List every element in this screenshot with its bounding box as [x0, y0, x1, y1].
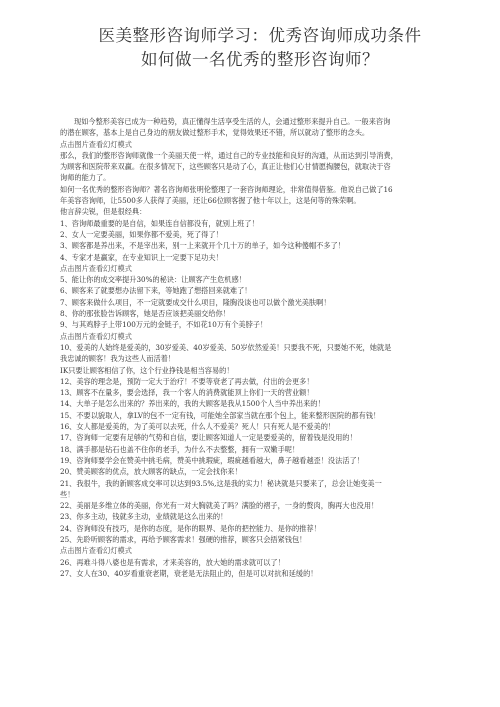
list-item: 5、能让你的成交率提升30%的秘诀：让顾客产生危机感！: [60, 275, 246, 285]
intro-line: 的潜在顾客，基本上是自己身边的朋友做过整形手术，觉得效果还不错，所以就动了整形的念头。: [60, 128, 370, 138]
list-item: 4、专家才是赢家，在专业知识上一定要下足功夫！: [60, 252, 223, 262]
slideshow-link[interactable]: 点击图片查看幻灯模式: [60, 139, 132, 149]
list-item: 22、美丽是多维立体的美丽，你光有一对大胸就美了吗？满脸的褶子，一身的赘肉，胸再大也没用！: [60, 501, 379, 511]
list-item: 21、我很牛，我的新顾客成交率可以达到93.5%,这是我的实力！秘诀就是只要来了，总会让她变美一: [60, 478, 382, 488]
list-item: 18、满手都是钻石也盖不住你的老手，为什么不去整整，拥有一双嫩手呢！: [60, 444, 300, 454]
paragraph-line: 年美容咨询师，让5500多人获得了美丽，还让66位顾客握了他十年以上，这是何等的殊荣啊。: [60, 196, 361, 206]
paragraph-line: 他言辞尖锐，但是很经典：: [60, 207, 147, 217]
slideshow-link[interactable]: 点击图片查看幻灯模式: [60, 546, 132, 556]
list-item: 14、大单子是怎么出来的？养出来的，我的大顾客是我从1500个人当中养出来的！: [60, 399, 325, 409]
list-item: 13、顾客不在量多，要会选择，我一个客人的消费就能顶上你们一天的营业额！: [60, 388, 314, 398]
list-item: 12、美容的理念是，预防一定大于治疗！不要等衰老了再去做，付出的会更多！: [60, 376, 314, 386]
list-item: 23、你多主动，钱就多主动，业绩就是这么出来的！: [60, 512, 228, 522]
list-item: 20、赞美顾客的优点，放大顾客的缺点，一定会找你来！: [60, 467, 242, 477]
document-body: [60, 116, 460, 579]
list-item: 8、你的那张脸告诉顾客，她是否应该把美丽交给你！: [60, 309, 230, 319]
list-item: IK只要让顾客相信了你，这个行业挣钱是相当容易的！: [60, 365, 234, 375]
paragraph-line: 询师的能力了。: [60, 173, 111, 183]
slideshow-link[interactable]: 点击图片查看幻灯模式: [60, 263, 132, 273]
paragraph-line: 如何一名优秀的整形咨询师？著名咨询师张明伦整理了一套咨询师理论，非常值得借鉴。他说自己做了16: [60, 184, 393, 194]
list-item: 10、爱美的人始终是爱美的，30岁爱美、40岁爱美、50岁依然爱美！只要我不死，只要她不死，她就是: [60, 342, 392, 352]
list-item: 9、与其鸡脖子上带100万元的金链子，不如花10万有个美脖子！: [60, 320, 268, 330]
intro-line: 现如今整形美容已成为一种趋势，真正懂得生活享受生活的人，会通过整形来提升自己。一般来咨询: [74, 117, 391, 126]
document-title: [60, 24, 460, 72]
list-item: 16、女人都是爱美的，为了美可以去死，什么人不爱美？死人！只有死人是不爱美的！: [60, 422, 336, 432]
list-item: 19、咨询师要学会在赞美中挑毛病，赞美中挑瑕疵，瑕疵越看越大，鼻子越看越歪！没法活了！: [60, 455, 364, 465]
list-item: 2、女人一定要美丽，如果你都不爱美，死了得了！: [60, 229, 223, 239]
list-item: 25、先聆听顾客的需求，再给予顾客需求！强硬的推荐，顾客只会捂紧钱包！: [60, 534, 307, 544]
list-item: 27、女人在30、40岁看重衰老期，衰老是无法阻止的，但是可以对抗和延缓的！: [60, 568, 318, 578]
title-line: 医美整形咨询师学习：优秀咨询师成功条件: [98, 26, 422, 45]
paragraph-line: 为顾客和医院带来双赢。在很多情况下，这些顾客只是动了心，真正让他们心甘情愿掏腰包，就取决于咨: [60, 162, 391, 172]
paragraph-line: 那么，我们的整形咨询师就像一个美丽天使一样，通过自己的专业技能和良好的沟通，从而达到引导消费，: [60, 150, 398, 160]
list-item: 3、顾客都是养出来，不是宰出来，别一上来就开个几十万的单子，如今这种傻帽不多了！: [60, 241, 345, 251]
list-item: 我忠诚的顾客！我为这些人而活着！: [60, 354, 176, 364]
list-item: 些！: [60, 489, 75, 499]
list-item: 15、不要以貌取人，拿LV的包不一定有钱，可能她全部家当就在那个包上，能来整形医院的都有钱！: [60, 410, 381, 420]
title-line: 如何做一名优秀的整形咨询师？: [141, 50, 379, 69]
list-item: 26、再难斗得八婆也是有需求，才来美容的，放大她的需求就可以了！: [60, 557, 285, 567]
list-item: 1、咨询师最重要的是自信，如果连自信都没有，就别上班了！: [60, 218, 259, 228]
list-item: 7、顾客来做什么项目，不一定就要成交什么项目，隆胸没谈也可以做个激光美肤啊！: [60, 297, 331, 307]
slideshow-link[interactable]: 点击图片查看幻灯模式: [60, 331, 132, 341]
list-item: 17、咨询师一定要有足够的气势和自信，要让顾客知道人一定是要爱美的，留着钱是没用的！: [60, 433, 357, 443]
list-item: 24、咨询师没有技巧，是你的态度，是你的眼界、是你的把控能力、是你的推荐！: [60, 523, 321, 533]
list-item: 6、顾客来了就要想办法留下来，等她跑了想搭回来就难了！: [60, 286, 252, 296]
